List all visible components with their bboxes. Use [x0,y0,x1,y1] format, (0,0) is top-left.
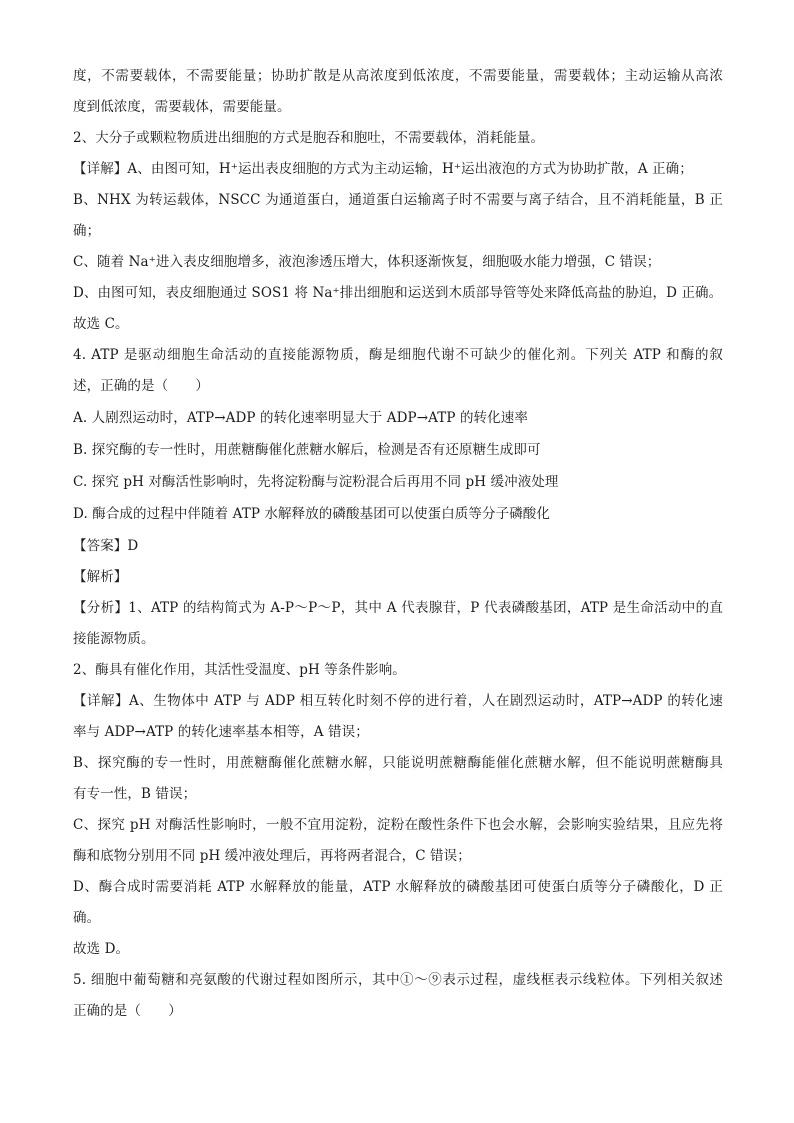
text-line: D、酶合成时需要消耗 ATP 水解释放的能量，ATP 水解释放的磷酸基团可使蛋白质等分子磷酸化，D 正 [73,879,723,895]
text-line: 率与 ADP→ATP 的转化速率基本相等，A 错误； [73,724,369,740]
text-line: 【详解】A、由图可知，H⁺运出表皮细胞的方式为主动运输，H⁺运出液泡的方式为协助扩散，A 正确； [73,161,693,177]
text-line: 有专一性，B 错误； [73,786,197,802]
question-4-stem: 4. ATP 是驱动细胞生命活动的直接能源物质，酶是细胞代谢不可缺少的催化剂。下列关 ATP 和酶的叙 [73,347,723,363]
answer-label: 【答案】D [73,538,139,554]
analysis-label: 【解析】 [73,569,128,585]
text-line: 酶和底物分别用不同 pH 缓冲液处理后，再将两者混合，C 错误； [73,848,471,864]
question-5-stem: 5. 细胞中葡萄糖和亮氨酸的代谢过程如图所示，其中①～⑨表示过程，虚线框表示线粒体。下列相关叙述 [73,972,723,988]
text-line: D、由图可知，表皮细胞通过 SOS1 将 Na⁺排出细胞和运送到木质部导管等处来降低高盐的胁迫，D 正确。 [73,285,723,301]
text-line: 【分析】1、ATP 的结构简式为 A-P～P～P，其中 A 代表腺苷，P 代表磷酸基团，ATP 是生命活动中的直 [73,600,723,616]
option-a: A. 人剧烈运动时，ATP→ADP 的转化速率明显大于 ADP→ATP 的转化速率 [73,410,528,426]
text-line: 度，不需要载体，不需要能量；协助扩散是从高浓度到低浓度，不需要能量，需要载体；主动运输从高浓 [73,68,723,84]
text-line: C、探究 pH 对酶活性影响时，一般不宜用淀粉，淀粉在酸性条件下也会水解，会影响实验结果，且应先将 [73,817,723,833]
text-line: 2、酶具有催化作用，其活性受温度、pH 等条件影响。 [73,662,406,678]
text-line: B、NHX 为转运载体，NSCC 为通道蛋白，通道蛋白运输离子时不需要与离子结合，且不消耗能量，B 正 [73,192,723,208]
option-b: B. 探究酶的专一性时，用蔗糖酶催化蔗糖水解后，检测是否有还原糖生成即可 [73,442,541,458]
text-line: 故选 C。 [73,316,129,332]
option-c: C. 探究 pH 对酶活性影响时，先将淀粉酶与淀粉混合后再用不同 pH 缓冲液处理 [73,474,559,490]
option-d: D. 酶合成的过程中伴随着 ATP 水解释放的磷酸基团可以使蛋白质等分子磷酸化 [73,506,551,522]
text-line: 【详解】A、生物体中 ATP 与 ADP 相互转化时刻不停的进行着，人在剧烈运动时，ATP→ADP 的转化速 [73,693,723,709]
text-line: 确； [73,223,101,239]
text-line: B、探究酶的专一性时，用蔗糖酶催化蔗糖水解，只能说明蔗糖酶能催化蔗糖水解，但不能说明蔗糖酶具 [73,755,723,771]
text-line: 确。 [73,910,101,926]
text-line: 故选 D。 [73,941,130,957]
text-line: C、随着 Na⁺进入表皮细胞增多，液泡渗透压增大，体积逐渐恢复，细胞吸水能力增强，C 错误； [73,254,661,270]
text-line: 度到低浓度，需要载体，需要能量。 [73,99,291,115]
question-5-stem-end: 正确的是（ ） [73,1003,182,1019]
question-4-stem-end: 述，正确的是（ ） [73,378,209,394]
text-line: 2、大分子或颗粒物质进出细胞的方式是胞吞和胞吐，不需要载体，消耗能量。 [73,130,545,146]
text-line: 接能源物质。 [73,631,155,647]
